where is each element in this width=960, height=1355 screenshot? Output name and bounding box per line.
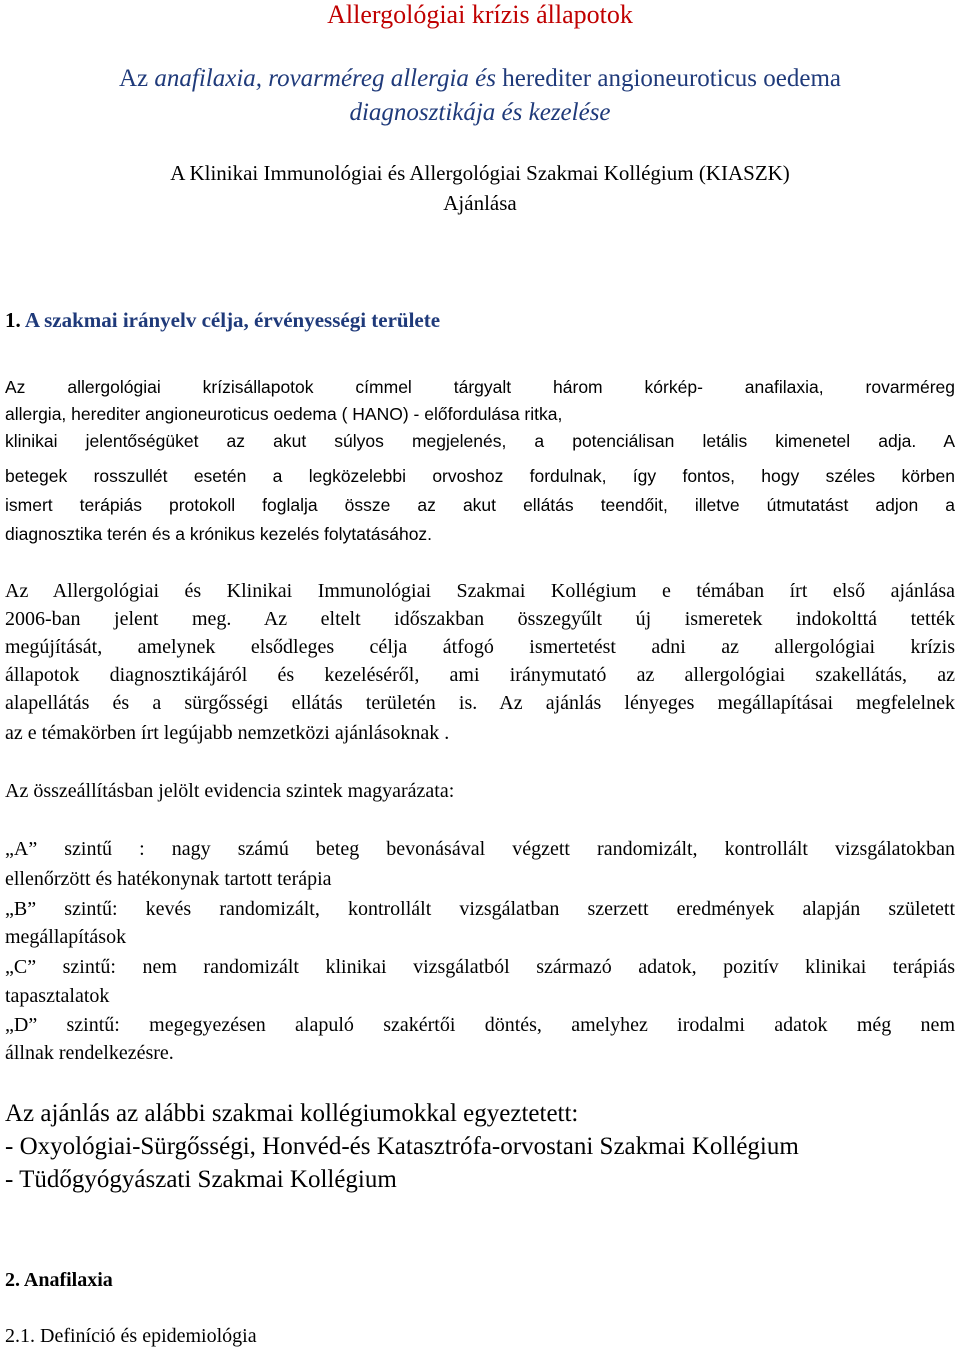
section-2-heading: 2. Anafilaxia	[5, 1269, 113, 1291]
subtitle-line-2-text: diagnosztikája és kezelése	[349, 99, 611, 126]
evidence-d-line-2: állnak rendelkezésre.	[5, 1042, 174, 1064]
evidence-c-line-1: „C” szintű: nem randomizált klinikai vizsgálatból származó adatok, pozitív klinikai terápiás	[5, 956, 955, 978]
para1-line-1: Az allergológiai krízisállapotok címmel tárgyalt három kórkép- anafilaxia, rovarméreg	[5, 377, 955, 397]
coordination-item-2: - Tüdőgyógyászati Szakmai Kollégium	[5, 1166, 397, 1193]
evidence-b-line-1: „B” szintű: kevés randomizált, kontrollált vizsgálatban szerzett eredmények alapján született	[5, 898, 955, 920]
para2-line-1: Az Allergológiai és Klinikai Immunológiai Szakmai Kollégium e témában írt első ajánlása	[5, 580, 955, 602]
para2-line-6: az e témakörben írt legújabb nemzetközi ajánlásoknak .	[5, 722, 450, 744]
section-1-title: A szakmai irányelv célja, érvényességi területe	[24, 308, 441, 332]
subtitle-part-b: anafilaxia, rovarméreg allergia és	[154, 65, 503, 92]
evidence-a-line-2: ellenőrzött és hatékonynak tartott terápia	[5, 868, 332, 890]
section-2-1-heading: 2.1. Definíció és epidemiológia	[5, 1325, 257, 1347]
evidence-d-line-1: „D” szintű: megegyezésen alapuló szakértői döntés, amelyhez irodalmi adatok még nem	[5, 1014, 955, 1036]
para1-line-4: betegek rosszullét esetén a legközelebbi orvoshoz fordulnak, így fontos, hogy széles körben	[5, 466, 955, 486]
evidence-intro: Az összeállításban jelölt evidencia szintek magyarázata:	[5, 780, 455, 802]
section-1-heading	[5, 307, 955, 333]
para2-line-3: megújítását, amelynek elsődleges célja átfogó ismertetést adni az allergológiai krízis	[5, 636, 955, 658]
committee-line-1: A Klinikai Immunológiai és Allergológiai Szakmai Kollégium (KIASZK)	[170, 161, 790, 185]
committee-line-2: Ajánlása	[443, 191, 517, 215]
subtitle-part-c: herediter angioneuroticus oedema	[502, 65, 842, 92]
para1-line-2: allergia, herediter angioneuroticus oedema ( HANO) - előfordulása ritka,	[5, 404, 563, 424]
para2-line-4: állapotok diagnosztikájáról és kezeléséről, ami iránymutató az allergológiai szakellátás, az	[5, 664, 955, 686]
coordination-intro: Az ajánlás az alábbi szakmai kollégiumokkal egyeztetett:	[5, 1100, 579, 1127]
document-title: Allergológiai krízis állapotok	[327, 0, 633, 29]
evidence-b-line-2: megállapítások	[5, 926, 127, 948]
subtitle-line-2	[0, 98, 960, 128]
subtitle-part-a: Az	[118, 65, 155, 92]
para1-line-6: diagnosztika terén és a krónikus kezelés folytatásához.	[5, 524, 433, 544]
section-1-number: 1.	[5, 308, 25, 332]
para2-line-5: alapellátás és a sürgősségi ellátás területén is. Az ajánlás lényeges megállapításai megfelelnek	[5, 692, 955, 714]
para2-line-2: 2006-ban jelent meg. Az eltelt időszakban összegyűlt új ismeretek indokolttá tették	[5, 608, 955, 630]
subtitle-line-1	[0, 64, 960, 94]
para1-line-5: ismert terápiás protokoll foglalja össze az akut ellátás teendőit, illetve útmutatást adjon a	[5, 495, 955, 515]
para1-line-3: klinikai jelentőségüket az akut súlyos megjelenés, a potenciálisan letális kimenetel adja. A	[5, 431, 955, 451]
evidence-c-line-2: tapasztalatok	[5, 985, 110, 1007]
coordination-item-1: - Oxyológiai-Sürgősségi, Honvéd-és Katasztrófa-orvostani Szakmai Kollégium	[5, 1133, 799, 1160]
evidence-a-line-1: „A” szintű : nagy számú beteg bevonásával végzett randomizált, kontrollált vizsgálatokban	[5, 838, 955, 860]
